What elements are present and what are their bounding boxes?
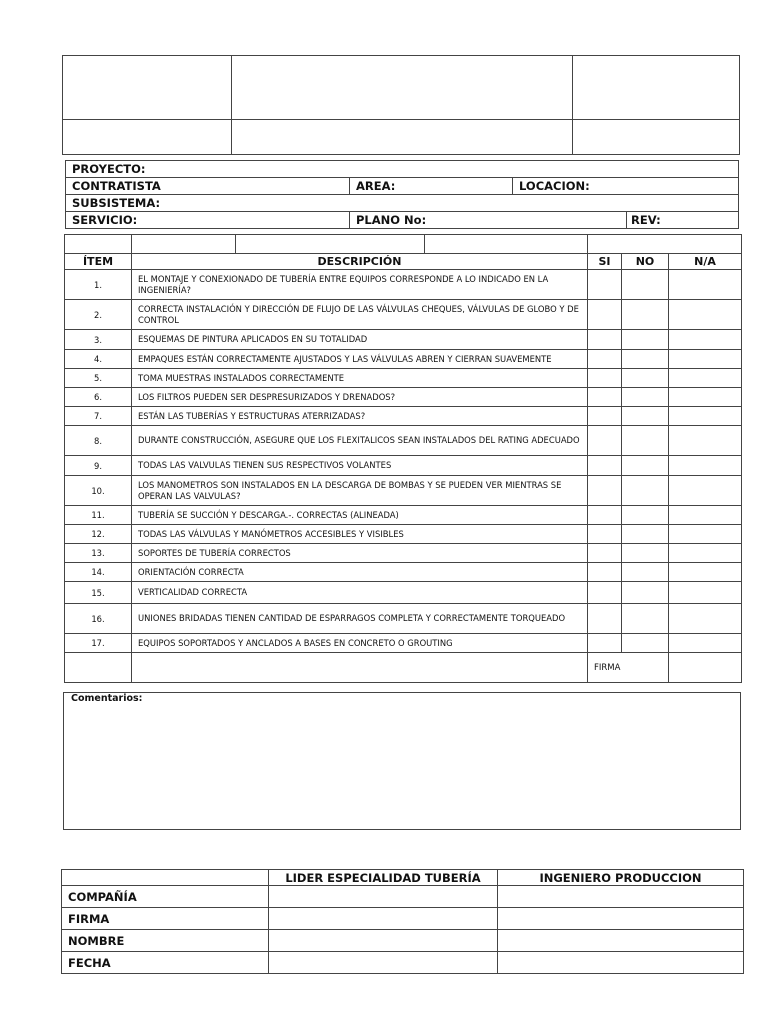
no-checkbox[interactable] [622,476,669,506]
item-description: ESQUEMAS DE PINTURA APLICADOS EN SU TOTALIDAD [132,330,588,350]
na-header: N/A [669,254,742,270]
ingeniero-header: INGENIERO PRODUCCION [498,870,744,886]
item-number: 8. [65,426,132,456]
lider-header: LIDER ESPECIALIDAD TUBERÍA [269,870,498,886]
blank-cell [588,235,742,254]
si-checkbox[interactable] [588,270,622,300]
subsistema-label: SUBSISTEMA: [66,195,739,212]
si-checkbox[interactable] [588,350,622,369]
blank-cell [62,870,269,886]
na-checkbox[interactable] [669,582,742,604]
checklist-row [65,300,742,330]
checklist-row [65,634,742,653]
item-description: EMPAQUES ESTÁN CORRECTAMENTE AJUSTADOS Y LAS VÁLVULAS ABREN Y CIERRAN SUAVEMENTE [132,350,588,369]
no-checkbox[interactable] [622,300,669,330]
blank-cell [425,235,588,254]
si-checkbox[interactable] [588,407,622,426]
na-checkbox[interactable] [669,456,742,476]
header-cell [232,120,573,155]
fecha-label: FECHA [62,952,269,974]
item-number: 13. [65,544,132,563]
plano-label: PLANO No: [350,212,627,229]
no-checkbox[interactable] [622,582,669,604]
no-checkbox[interactable] [622,544,669,563]
na-checkbox[interactable] [669,350,742,369]
checklist-row [65,350,742,369]
na-checkbox[interactable] [669,369,742,388]
checklist-row [65,330,742,350]
item-number: 2. [65,300,132,330]
blank-cell [132,653,588,683]
contratista-label: CONTRATISTA [66,178,350,195]
locacion-label: LOCACION: [513,178,739,195]
si-checkbox[interactable] [588,506,622,525]
item-description: ESTÁN LAS TUBERÍAS Y ESTRUCTURAS ATERRIZADAS? [132,407,588,426]
si-checkbox[interactable] [588,604,622,634]
header-cell [63,120,232,155]
checklist-row [65,270,742,300]
item-description: UNIONES BRIDADAS TIENEN CANTIDAD DE ESPARRAGOS COMPLETA Y CORRECTAMENTE TORQUEADO [132,604,588,634]
na-checkbox[interactable] [669,407,742,426]
item-description: ORIENTACIÓN CORRECTA [132,563,588,582]
no-checkbox[interactable] [622,330,669,350]
no-checkbox[interactable] [622,634,669,653]
firma-row-label: FIRMA [62,908,269,930]
na-checkbox[interactable] [669,563,742,582]
signature-field[interactable] [498,930,744,952]
firma-signature-cell[interactable] [669,653,742,683]
no-checkbox[interactable] [622,506,669,525]
checklist-row [65,388,742,407]
item-description: LOS FILTROS PUEDEN SER DESPRESURIZADOS Y DRENADOS? [132,388,588,407]
item-header: ÍTEM [65,254,132,270]
na-checkbox[interactable] [669,525,742,544]
item-description: TODAS LAS VÁLVULAS Y MANÓMETROS ACCESIBLES Y VISIBLES [132,525,588,544]
na-checkbox[interactable] [669,426,742,456]
checklist-row [65,525,742,544]
blank-cell [65,653,132,683]
si-checkbox[interactable] [588,544,622,563]
item-number: 3. [65,330,132,350]
item-number: 14. [65,563,132,582]
item-number: 12. [65,525,132,544]
si-checkbox[interactable] [588,300,622,330]
checklist-row [65,476,742,506]
checklist-row [65,369,742,388]
firma-label: FIRMA [588,653,669,683]
no-checkbox[interactable] [622,270,669,300]
checklist-row [65,604,742,634]
si-checkbox[interactable] [588,426,622,456]
rev-label: REV: [627,212,739,229]
na-checkbox[interactable] [669,330,742,350]
item-number: 7. [65,407,132,426]
item-description: EQUIPOS SOPORTADOS Y ANCLADOS A BASES EN CONCRETO O GROUTING [132,634,588,653]
area-label: AREA: [350,178,513,195]
compania-label: COMPAÑÍA [62,886,269,908]
signature-field[interactable] [269,930,498,952]
na-checkbox[interactable] [669,604,742,634]
si-checkbox[interactable] [588,330,622,350]
signature-field[interactable] [269,952,498,974]
header-table [62,55,740,155]
item-number: 16. [65,604,132,634]
item-description: TUBERÍA SE SUCCIÓN Y DESCARGA.-. CORRECTAS (ALINEADA) [132,506,588,525]
checklist-row [65,582,742,604]
project-info-table [65,160,739,229]
checklist-row [65,544,742,563]
si-checkbox[interactable] [588,388,622,407]
na-checkbox[interactable] [669,506,742,525]
na-checkbox[interactable] [669,388,742,407]
no-checkbox[interactable] [622,426,669,456]
proyecto-label: PROYECTO: [66,161,739,178]
item-description: SOPORTES DE TUBERÍA CORRECTOS [132,544,588,563]
servicio-label: SERVICIO: [66,212,350,229]
checklist-row [65,563,742,582]
item-description: VERTICALIDAD CORRECTA [132,582,588,604]
item-description: TOMA MUESTRAS INSTALADOS CORRECTAMENTE [132,369,588,388]
checklist-row [65,407,742,426]
checklist-row [65,506,742,525]
item-description: LOS MANOMETROS SON INSTALADOS EN LA DESCARGA DE BOMBAS Y SE PUEDEN VER MIENTRAS SE OPERAN LAS VALVULAS? [132,476,588,506]
descripcion-header: DESCRIPCIÓN [132,254,588,270]
si-header: SI [588,254,622,270]
checklist-table [64,234,742,683]
na-checkbox[interactable] [669,270,742,300]
signature-field[interactable] [498,886,744,908]
no-checkbox[interactable] [622,525,669,544]
no-checkbox[interactable] [622,350,669,369]
signature-field[interactable] [269,908,498,930]
no-checkbox[interactable] [622,388,669,407]
item-number: 6. [65,388,132,407]
no-checkbox[interactable] [622,407,669,426]
item-number: 15. [65,582,132,604]
logo-cell [63,56,232,120]
item-number: 17. [65,634,132,653]
na-checkbox[interactable] [669,634,742,653]
na-checkbox[interactable] [669,544,742,563]
no-checkbox[interactable] [622,369,669,388]
si-checkbox[interactable] [588,582,622,604]
blank-cell [236,235,425,254]
comentarios-label: Comentarios: [71,693,143,704]
item-number: 1. [65,270,132,300]
item-number: 10. [65,476,132,506]
item-number: 5. [65,369,132,388]
si-checkbox[interactable] [588,456,622,476]
no-checkbox[interactable] [622,604,669,634]
si-checkbox[interactable] [588,525,622,544]
item-description: TODAS LAS VALVULAS TIENEN SUS RESPECTIVOS VOLANTES [132,456,588,476]
nombre-label: NOMBRE [62,930,269,952]
si-checkbox[interactable] [588,563,622,582]
si-checkbox[interactable] [588,369,622,388]
na-checkbox[interactable] [669,476,742,506]
no-header: NO [622,254,669,270]
blank-cell [132,235,236,254]
checklist-row [65,426,742,456]
code-cell [573,56,740,120]
no-checkbox[interactable] [622,563,669,582]
item-number: 9. [65,456,132,476]
blank-cell [65,235,132,254]
signature-field[interactable] [498,908,744,930]
checklist-row [65,456,742,476]
signature-field[interactable] [269,886,498,908]
item-description: DURANTE CONSTRUCCIÓN, ASEGURE QUE LOS FLEXITALICOS SEAN INSTALADOS DEL RATING ADECUADO [132,426,588,456]
si-checkbox[interactable] [588,476,622,506]
item-number: 11. [65,506,132,525]
comments-box[interactable] [63,692,741,830]
signature-table [61,869,744,974]
item-number: 4. [65,350,132,369]
title-cell [232,56,573,120]
header-cell [573,120,740,155]
na-checkbox[interactable] [669,300,742,330]
no-checkbox[interactable] [622,456,669,476]
item-description: CORRECTA INSTALACIÓN Y DIRECCIÓN DE FLUJO DE LAS VÁLVULAS CHEQUES, VÁLVULAS DE GLOBO Y DE CONTROL [132,300,588,330]
si-checkbox[interactable] [588,634,622,653]
signature-field[interactable] [498,952,744,974]
item-description: EL MONTAJE Y CONEXIONADO DE TUBERÍA ENTRE EQUIPOS CORRESPONDE A LO INDICADO EN LA INGENIERÍA? [132,270,588,300]
